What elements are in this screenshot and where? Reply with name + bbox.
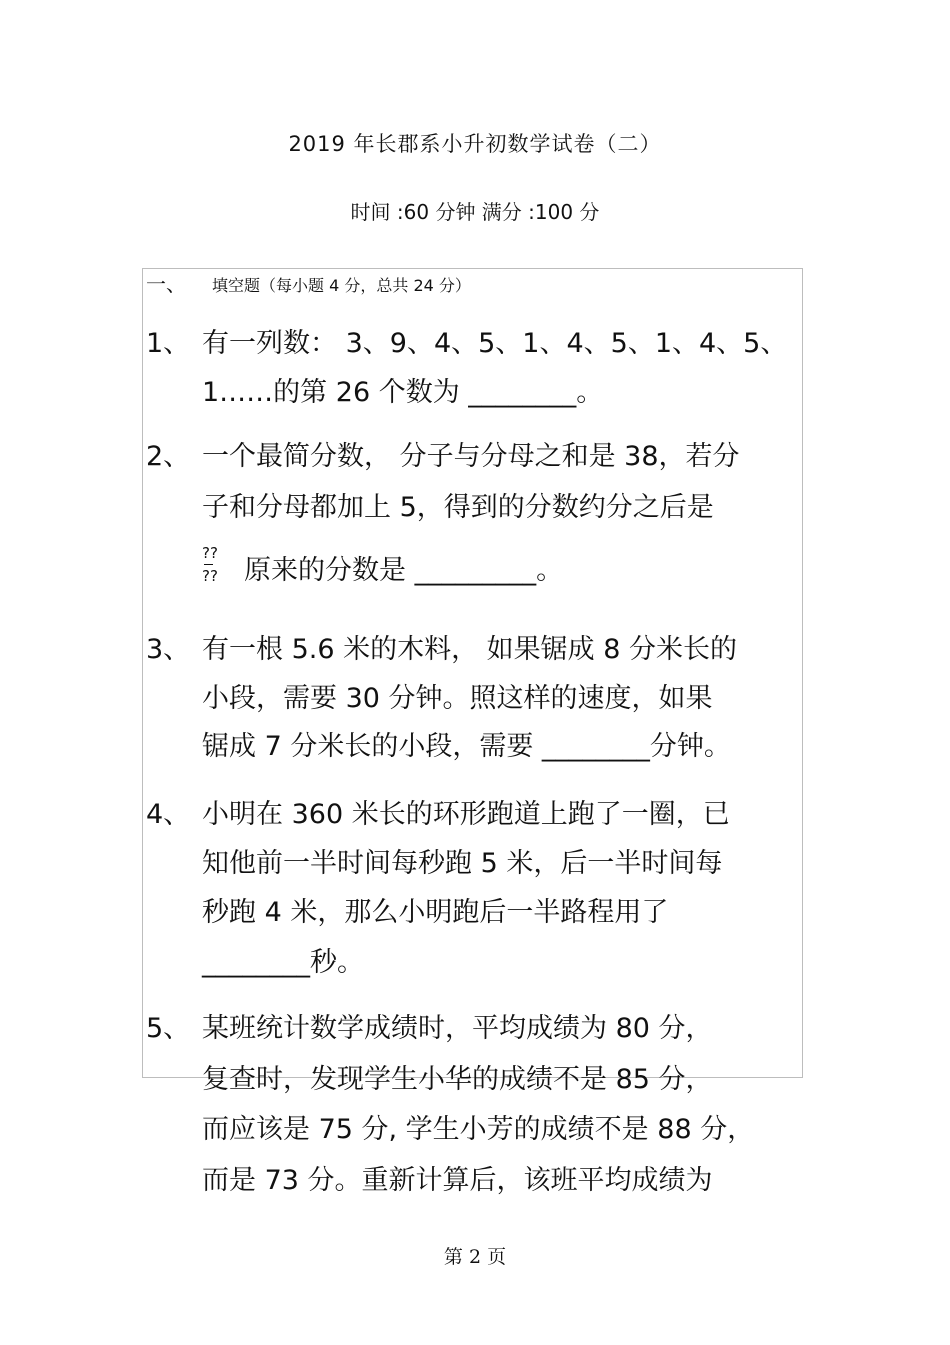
question-line: 一个最简分数， 分子与分母之和是 38，若分: [202, 441, 740, 472]
question-line: 小明在 360 米长的环形跑道上跑了一圈，已: [202, 799, 730, 830]
question-line: 原来的分数是 _________。: [244, 555, 564, 586]
exam-time-score: 时间 :60 分钟 满分 :100 分: [350, 200, 600, 224]
page-title: 2019 年长郡系小升初数学试卷（二）: [288, 132, 662, 156]
question-line: 有一列数： 3、9、4、5、1、4、5、1、4、5、: [202, 328, 788, 359]
question-line: 有一根 5.6 米的木料， 如果锯成 8 分米长的: [202, 634, 738, 665]
section-heading: [146, 268, 471, 297]
page-number: 第 2 页: [443, 1246, 507, 1268]
question-number: 4、: [146, 799, 191, 830]
question-line: ________秒。: [202, 947, 364, 978]
section-title: 填空题（每小题 4 分，总共 24 分）: [212, 276, 471, 295]
section-number: 一、: [146, 272, 186, 296]
question-number: 1、: [146, 328, 191, 359]
fraction: [202, 546, 226, 584]
question-line: 复查时，发现学生小华的成绩不是 85 分，: [202, 1064, 713, 1095]
question-line: 小段，需要 30 分钟。照这样的速度，如果: [202, 683, 713, 714]
question-line: 1……的第 26 个数为 ________。: [202, 377, 604, 408]
question-number: 2、: [146, 441, 191, 472]
question-line: 而是 73 分。重新计算后，该班平均成绩为: [202, 1165, 713, 1196]
fraction-bar: [204, 564, 213, 565]
question-line: 锯成 7 分米长的小段，需要 ________分钟。: [202, 731, 731, 762]
question-line: 而应该是 75 分, 学生小芳的成绩不是 88 分，: [202, 1114, 755, 1145]
question-line: 子和分母都加上 5，得到的分数约分之后是: [202, 492, 714, 523]
question-line: 知他前一半时间每秒跑 5 米，后一半时间每: [202, 848, 723, 879]
fraction-denominator: ??: [202, 567, 218, 585]
question-line: 某班统计数学成绩时，平均成绩为 80 分，: [202, 1013, 713, 1044]
question-number: 3、: [146, 634, 191, 665]
question-number: 5、: [146, 1013, 191, 1044]
question-line: 秒跑 4 米，那么小明跑后一半路程用了: [202, 897, 669, 928]
fraction-numerator: ??: [202, 544, 218, 562]
